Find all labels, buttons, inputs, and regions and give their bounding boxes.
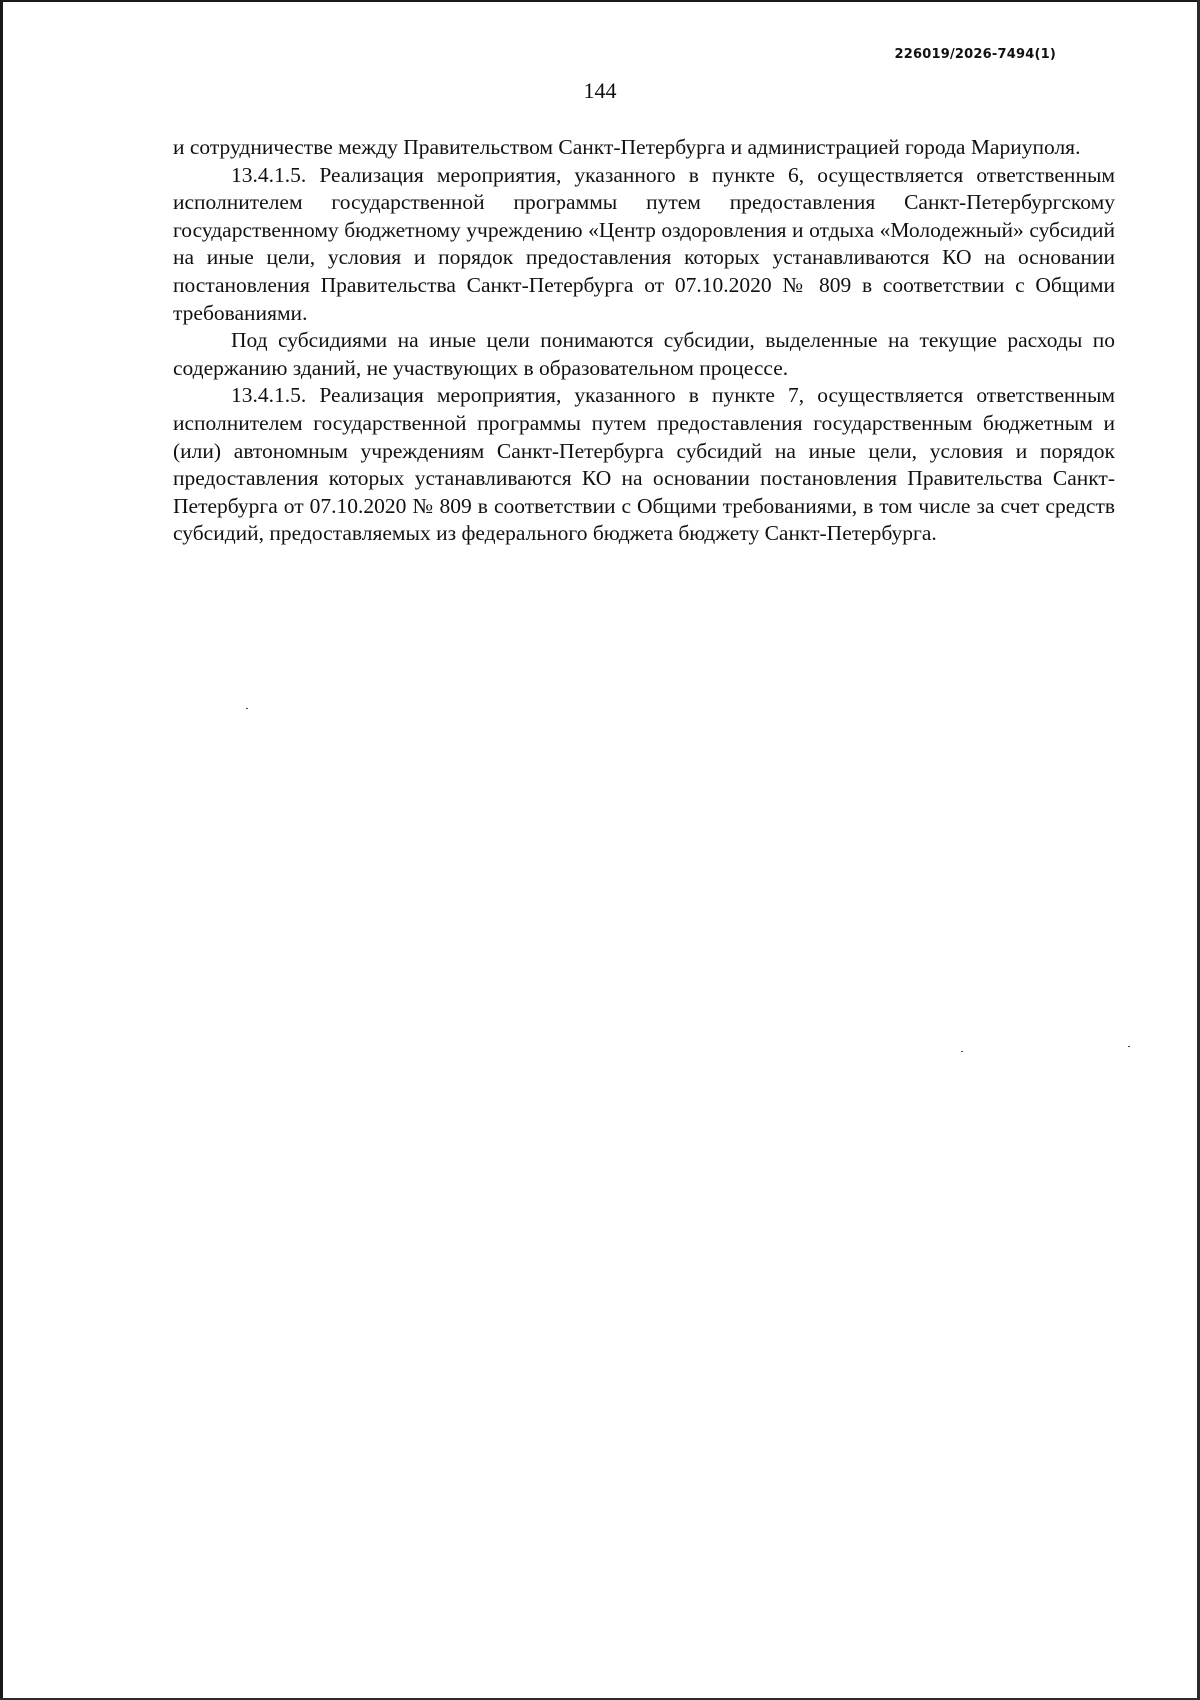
paragraph-13-4-1-5-item-7: 13.4.1.5. Реализация мероприятия, указанного в пункте 7, осуществляется ответственным исполнителем государственной программы путем предоставления государственным бюджетным и (или) автономным учреждениям Санкт-Петербурга субсидий на иные цели, условия и порядок предоставления которых устанавливаются КО на основании постановления Правительства Санкт-Петербурга от 07.10.2020 № 809 в соответствии с Общими требованиями, в том числе за счет средств субсидий, предоставляемых из федерального бюджета бюджету Санкт-Петербурга. xyxy=(173,383,1115,546)
scan-speck xyxy=(246,708,248,709)
document-body xyxy=(173,134,1115,548)
page-number: 144 xyxy=(583,78,617,103)
scan-border-left xyxy=(0,0,3,1700)
paragraph-subsidies-definition: Под субсидиями на иные цели понимаются субсидии, выделенные на текущие расходы по содержанию зданий, не участвующих в образовательном процессе. xyxy=(173,328,1115,380)
paragraph-13-4-1-5-item-6: 13.4.1.5. Реализация мероприятия, указанного в пункте 6, осуществляется ответственным исполнителем государственной программы путем предоставления Санкт-Петербургскому государственному бюджетному учреждению «Центр оздоровления и отдыха «Молодежный» субсидий на иные цели, условия и порядок предоставления которых устанавливаются КО на основании постановления Правительства Санкт-Петербурга от 07.10.2020 № 809 в соответствии с Общими требованиями. xyxy=(173,162,1115,325)
paragraph-continuation: и сотрудничестве между Правительством Санкт-Петербурга и администрацией города Мариуполя. xyxy=(173,135,1081,159)
scan-border-top xyxy=(0,0,1200,2)
registration-number: 226019/2026-7494(1) xyxy=(894,47,1056,62)
scan-speck xyxy=(961,1051,963,1052)
scan-speck xyxy=(1128,1046,1130,1047)
